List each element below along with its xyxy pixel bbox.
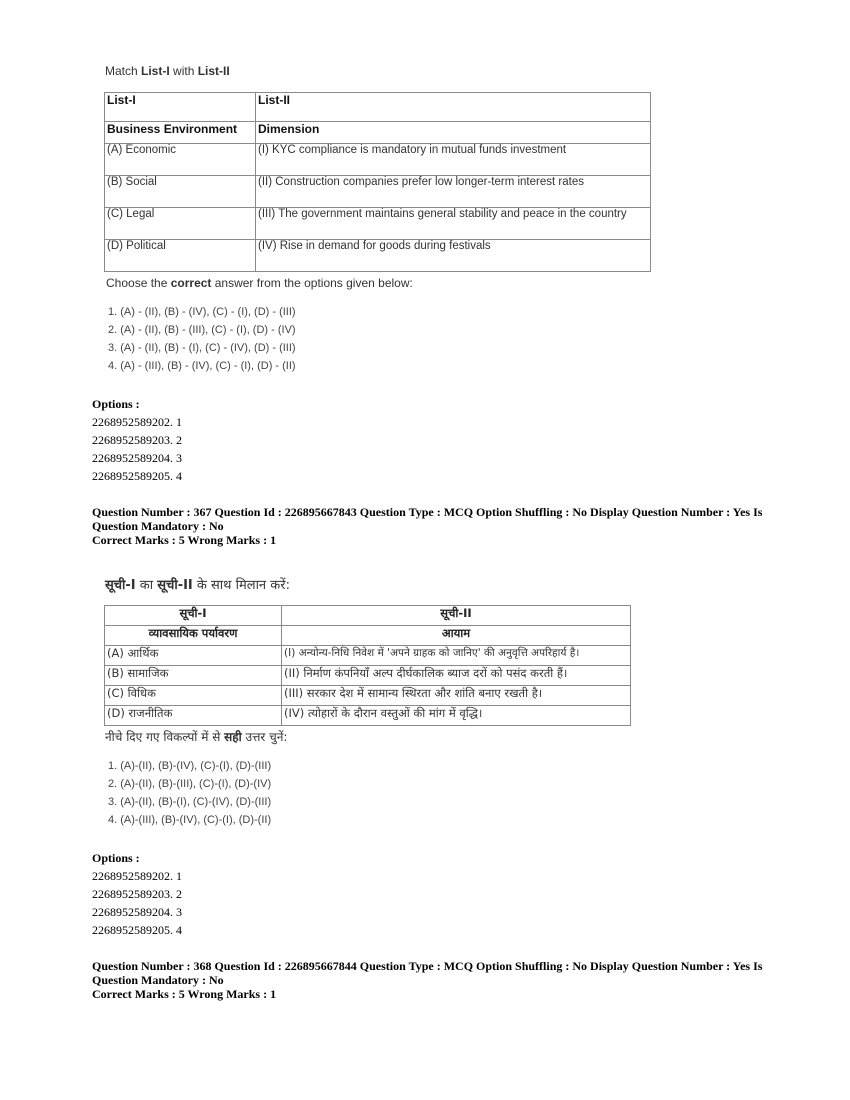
table-row [105, 666, 631, 686]
option-id: 2268952589205. 4 [92, 469, 182, 483]
choice-item: 3. (A) - (II), (B) - (I), (C) - (IV), (D) - (III) [108, 342, 296, 354]
match-table [104, 92, 651, 272]
table-cell: (D) Political [105, 240, 256, 272]
prompt-list1: List-I [141, 64, 170, 78]
table-row [105, 176, 651, 208]
prompt-list1: सूची-I [105, 578, 136, 593]
prompt-text: Match [105, 64, 142, 78]
table-subheader-row [105, 626, 631, 646]
answer-choices [108, 303, 296, 375]
table-cell: (IV) Rise in demand for goods during festivals [256, 240, 651, 272]
choice-item: 3. (A)-(II), (B)-(I), (C)-(IV), (D)-(III) [108, 796, 272, 808]
table-row [105, 686, 631, 706]
meta-line: Correct Marks : 5 Wrong Marks : 1 [92, 533, 277, 547]
options-label: Options : [92, 851, 140, 865]
prompt-list2: List-II [197, 64, 230, 78]
meta-line: Question Number : 367 Question Id : 226895667843 Question Type : MCQ Option Shuffling : No Display Question Number : Yes Is [92, 505, 763, 519]
option-id: 2268952589202. 1 [92, 869, 182, 883]
table-row [105, 706, 631, 726]
table-cell: (I) KYC compliance is mandatory in mutual funds investment [256, 144, 651, 176]
answer-choices [108, 757, 271, 829]
table-cell: (II) Construction companies prefer low longer-term interest rates [256, 176, 651, 208]
table-header-cell: List-I [105, 93, 256, 122]
meta-line: Correct Marks : 5 Wrong Marks : 1 [92, 987, 277, 1001]
choice-item: 4. (A) - (III), (B) - (IV), (C) - (I), (D) - (II) [108, 360, 296, 372]
options-block [92, 395, 182, 485]
option-id: 2268952589203. 2 [92, 887, 182, 901]
instruction-bold: correct [170, 276, 212, 290]
choice-item: 1. (A) - (II), (B) - (IV), (C) - (I), (D) - (III) [108, 306, 296, 318]
table-cell: (C) विधिक [105, 686, 282, 706]
question-prompt-hindi [105, 575, 290, 593]
table-subheader-row [105, 122, 651, 144]
choice-item: 4. (A)-(III), (B)-(IV), (C)-(I), (D)-(II) [108, 814, 272, 826]
table-cell: (C) Legal [105, 208, 256, 240]
table-row [105, 240, 651, 272]
table-header-cell: आयाम [282, 626, 631, 646]
instruction-text-hindi [105, 728, 287, 745]
table-cell: (D) राजनीतिक [105, 706, 282, 726]
instruction-part: answer from the options given below: [211, 276, 413, 290]
table-cell: (B) Social [105, 176, 256, 208]
table-header-cell: Dimension [256, 122, 651, 144]
table-cell: (I) अन्योन्य-निधि निवेश में 'अपने ग्राहक को जानिए' की अनुवृत्ति अपरिहार्य है। [282, 646, 631, 666]
table-header-cell: List-II [256, 93, 651, 122]
prompt-list2: सूची-II [157, 578, 193, 593]
table-row [105, 646, 631, 666]
option-id: 2268952589202. 1 [92, 415, 182, 429]
instruction-part: Choose the [106, 276, 171, 290]
table-cell: (A) Economic [105, 144, 256, 176]
choice-item: 2. (A)-(II), (B)-(III), (C)-(I), (D)-(IV) [108, 778, 272, 790]
choice-item: 1. (A)-(II), (B)-(IV), (C)-(I), (D)-(III) [108, 760, 272, 772]
instruction-text [106, 276, 413, 290]
option-id: 2268952589204. 3 [92, 905, 182, 919]
table-header-cell: सूची-I [105, 606, 282, 626]
options-label: Options : [92, 397, 140, 411]
instruction-part: नीचे दिए गए विकल्पों में से [105, 730, 225, 744]
prompt-text: का [135, 578, 158, 593]
table-cell: (IV) त्योहारों के दौरान वस्तुओं की मांग में वृद्धि। [282, 706, 631, 726]
instruction-bold: सही [224, 730, 242, 744]
table-header-row [105, 606, 631, 626]
instruction-part: उत्तर चुनें: [241, 730, 288, 744]
meta-line: Question Mandatory : No [92, 519, 224, 533]
option-id: 2268952589205. 4 [92, 923, 182, 937]
question-meta [92, 505, 772, 547]
table-cell: (B) सामाजिक [105, 666, 282, 686]
choice-item: 2. (A) - (II), (B) - (III), (C) - (I), (D) - (IV) [108, 324, 296, 336]
option-id: 2268952589203. 2 [92, 433, 182, 447]
table-cell: (III) सरकार देश में सामान्य स्थिरता और शांति बनाए रखती है। [282, 686, 631, 706]
meta-line: Question Number : 368 Question Id : 226895667844 Question Type : MCQ Option Shuffling : No Display Question Number : Yes Is [92, 959, 763, 973]
prompt-text: के साथ मिलान करें: [192, 578, 290, 593]
option-id: 2268952589204. 3 [92, 451, 182, 465]
match-table-hindi [104, 605, 631, 726]
table-cell: (III) The government maintains general stability and peace in the country [256, 208, 651, 240]
options-block [92, 849, 182, 939]
table-header-cell: सूची-II [282, 606, 631, 626]
question-prompt [105, 64, 230, 78]
table-cell: (A) आर्थिक [105, 646, 282, 666]
table-header-cell: Business Environment [105, 122, 256, 144]
prompt-text: with [169, 64, 198, 78]
table-header-row [105, 93, 651, 122]
table-header-cell: व्यावसायिक पर्यावरण [105, 626, 282, 646]
table-row [105, 144, 651, 176]
meta-line: Question Mandatory : No [92, 973, 224, 987]
table-row [105, 208, 651, 240]
question-meta [92, 959, 772, 1001]
table-cell: (II) निर्माण कंपनियाँ अल्प दीर्घकालिक ब्याज दरों को पसंद करती हैं। [282, 666, 631, 686]
